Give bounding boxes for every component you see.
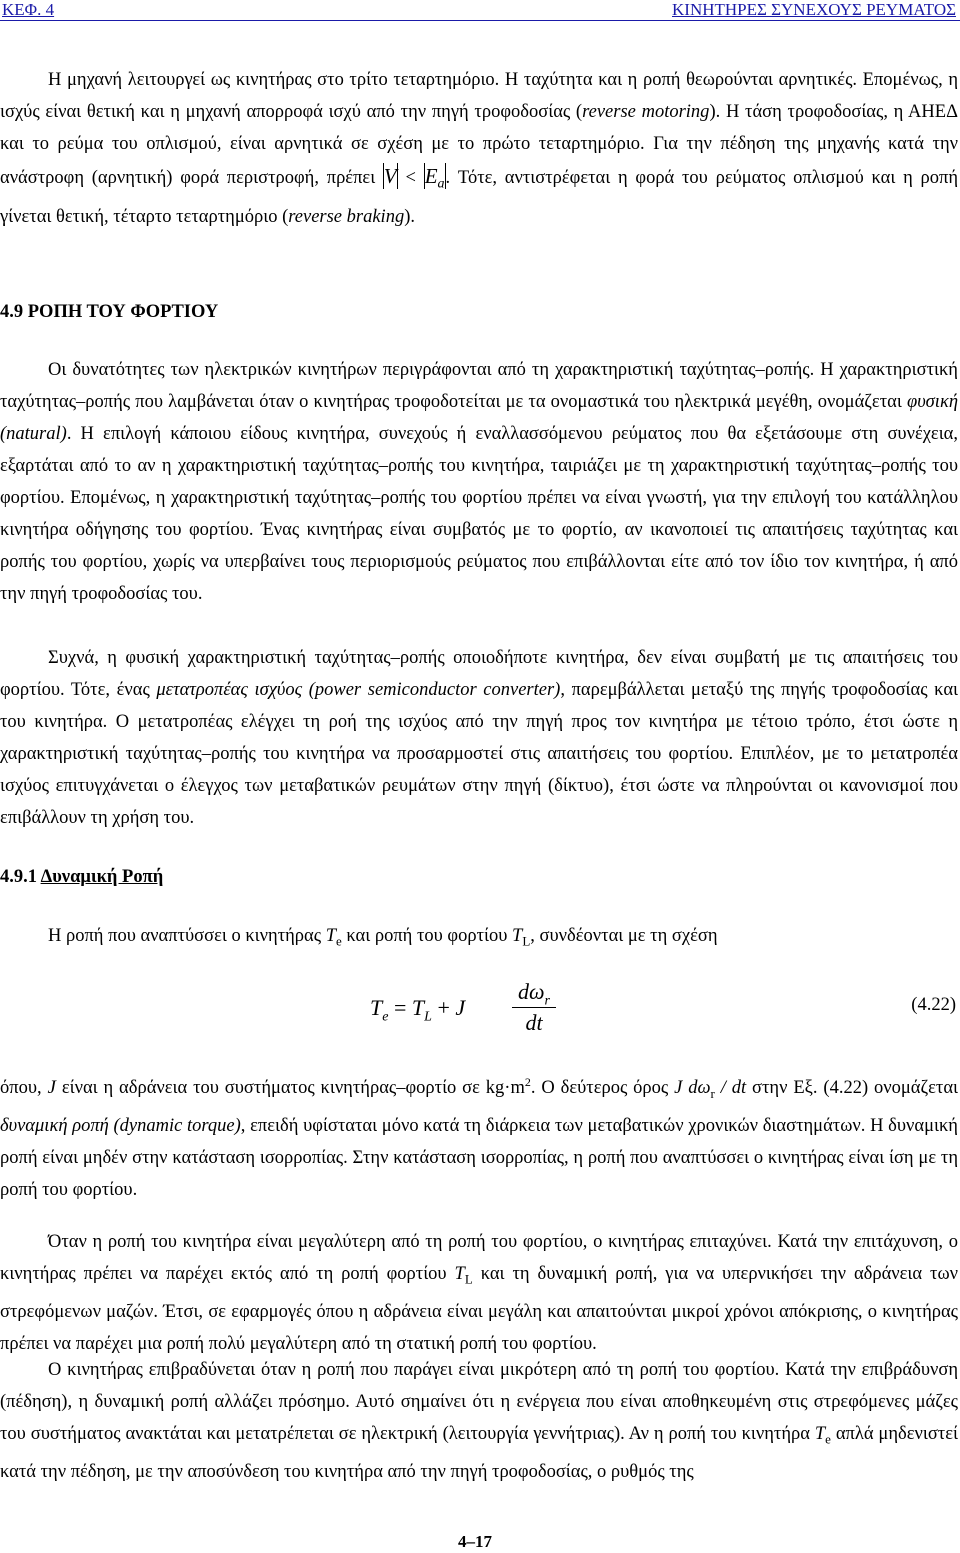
equation-4-22: [0, 975, 958, 1065]
paragraph-dynamic-torque: όπου, J είναι η αδράνεια του συστήματος κινητήρας–φορτίο σε $kg\cdot m^2$. Ο δεύτερος όρος J $d\omega_r$ / dt στην Εξ. (4.22) ονομάζεται δυναμική ροπή (dynamic torque), επειδή υφίσταται μόνο κατά τη διάρκεια των μεταβατικών χρονικών διαστημάτων. Η δυναμική ροπή είναι μηδέν στην κατάσταση ισορροπίας. Στην κατάσταση ισορροπίας, η ροπή που αναπτύσσει ο κινητήρας είναι ίση με τη ροπή του φορτίου.: [0, 1075, 958, 1200]
paragraph-load-characteristics: Οι δυνατότητες των ηλεκτρικών κινητήρων περιγράφονται από τη χαρακτηριστική ταχύτητας–ροπής. Η χαρακτηριστική ταχύτητας–ροπής που λαμβάνεται όταν ο κινητήρας τροφοδοτείται με τα ονομαστικά του ηλεκτρικά μεγέθη, ονομάζεται φυσική (natural). Η επιλογή κάποιου είδους κινητήρα, συνεχούς ή εναλλασσόμενου ρεύματος που θα εξετάσουμε στη συνέχεια, εξαρτάται από το αν η χαρακτηριστική ταχύτητας–ροπής του κινητήρα, ταιριάζει με τη χαρακτηριστική ταχύτητας–ροπής του φορτίου. Επομένως, η χαρακτηριστική ταχύτητας–ροπής του φορτίου πρέπει να είναι γνωστή, για την επιλογή του κατάλληλου κινητήρα οδήγησης του φορτίου. Ένας κινητήρας είναι συμβατός με το φορτίο, αν ικανοποιεί τις απαιτήσεις ταχύτητας και ροπής του φορτίου, χωρίς να υπερβαίνει τους περιορισμούς ρεύματος που επιβάλλονται είτε από τον ίδιο τον κινητήρα, ή από την πηγή τροφοδοσίας του.: [0, 360, 958, 604]
equation-body: $T_e = T_L + J$: [370, 995, 466, 1025]
subsection-heading: 4.9.1 Δυναμική Ροπή: [0, 867, 164, 887]
paragraph-torque-relation: Η ροπή που αναπτύσσει ο κινητήρας $T_e$ και ροπή του φορτίου $T_L$, συνδέονται με τη σχέση: [48, 926, 718, 949]
paragraph-deceleration: Ο κινητήρας επιβραδύνεται όταν η ροπή που παράγει είναι μικρότερη από τη ροπή του φορτίου. Κατά την επιβράδυνση (πέδηση), η δυναμική ροπή αλλάζει πρόσημο. Αυτό σημαίνει ότι η ενέργεια που είναι αποθηκευμένη στις στρεφόμενες μάζες του συστήματος ανακτάται και μετατρέπεται σε ηλεκτρική (λειτουργία γεννήτριας). Αν η ροπή του κινητήρα $T_e$ απλά μηδενιστεί κατά την πέδηση, με την αποσύνδεση του κινητήρα από την πηγή τροφοδοσίας, ο ρυθμός της: [0, 1360, 958, 1482]
paragraph-power-converter: Συχνά, η φυσική χαρακτηριστική ταχύτητας–ροπής οποιοδήποτε κινητήρα, δεν είναι συμβατή με τις απαιτήσεις του φορτίου. Τότε, ένας μετατροπέας ισχύος (power semiconductor converter), παρεμβάλλεται μεταξύ της πηγής τροφοδοσίας και του κινητήρα. Ο μετατροπέας ελέγχει τη ροή της ισχύος από την πηγή προς τον κινητήρα με τέτοιο τρόπο, έτσι ώστε η χαρακτηριστική ταχύτητας–ροπής του κινητήρα να προσαρμοστεί στις απαιτήσεις του φορτίου. Επιπλέον, με το μετατροπέα ισχύος επιτυγχάνεται ο έλεγχος των μεταβατικών ρευμάτων στην πηγή (δίκτυο), έτσι ώστε να πληρούνται οι κανονισμοί που επιβάλλουν τη χρήση του.: [0, 648, 958, 828]
equation-number: (4.22): [911, 995, 956, 1015]
section-heading: 4.9 ΡΟΠΗ ΤΟΥ ΦΟΡΤΙΟΥ: [0, 302, 219, 322]
chapter-link[interactable]: ΚΕΦ. 4: [2, 0, 55, 19]
paragraph-acceleration: Όταν η ροπή του κινητήρα είναι μεγαλύτερη από τη ροπή του φορτίου, ο κινητήρας επιταχύνει. Κατά την επιτάχυνση, ο κινητήρας πρέπει να παρέχει εκτός από τη ροπή φορτίου $T_L$ και τη δυναμική ροπή, για να υπερνικήσει την αδράνεια των στρεφόμενων μαζών. Έτσι, σε εφαρμογές όπου η αδράνεια είναι μεγάλη και απαιτούνται μικροί χρόνοι απόκρισης, ο κινητήρας πρέπει να παρέχει μια ροπή πολύ μεγαλύτερη από τη στατική ροπή του φορτίου.: [0, 1232, 958, 1354]
equation-fraction: $d\omega_r$ dt: [512, 977, 556, 1038]
header-rule: [0, 20, 960, 21]
chapter-title-link[interactable]: ΚΙΝΗΤΗΡΕΣ ΣΥΝΕΧΟΥΣ ΡΕΥΜΑΤΟΣ: [672, 0, 956, 19]
paragraph-reverse-motoring: Η μηχανή λειτουργεί ως κινητήρας στο τρίτο τεταρτημόριο. Η ταχύτητα και η ροπή θεωρούνται αρνητικές. Επομένως, η ισχύς είναι θετική και η μηχανή απορροφά ισχύ από την πηγή τροφοδοσίας (reverse motoring). Η τάση τροφοδοσίας, η ΑΗΕΔ και το ρεύμα του οπλισμού, είναι αρνητικά σε σχέση με το πρώτο τεταρτημόριο. Για την πέδηση της μηχανής κατά την ανάστροφη (αρνητική) φορά περιστροφή, πρέπει $V < E_a$. Τότε, αντιστρέφεται η φορά του ρεύματος οπλισμού και η ροπή γίνεται θετική, τέταρτο τεταρτημόριο (reverse braking).: [0, 70, 959, 227]
page-header: [0, 0, 960, 22]
page-number: 4–17: [458, 1532, 492, 1551]
